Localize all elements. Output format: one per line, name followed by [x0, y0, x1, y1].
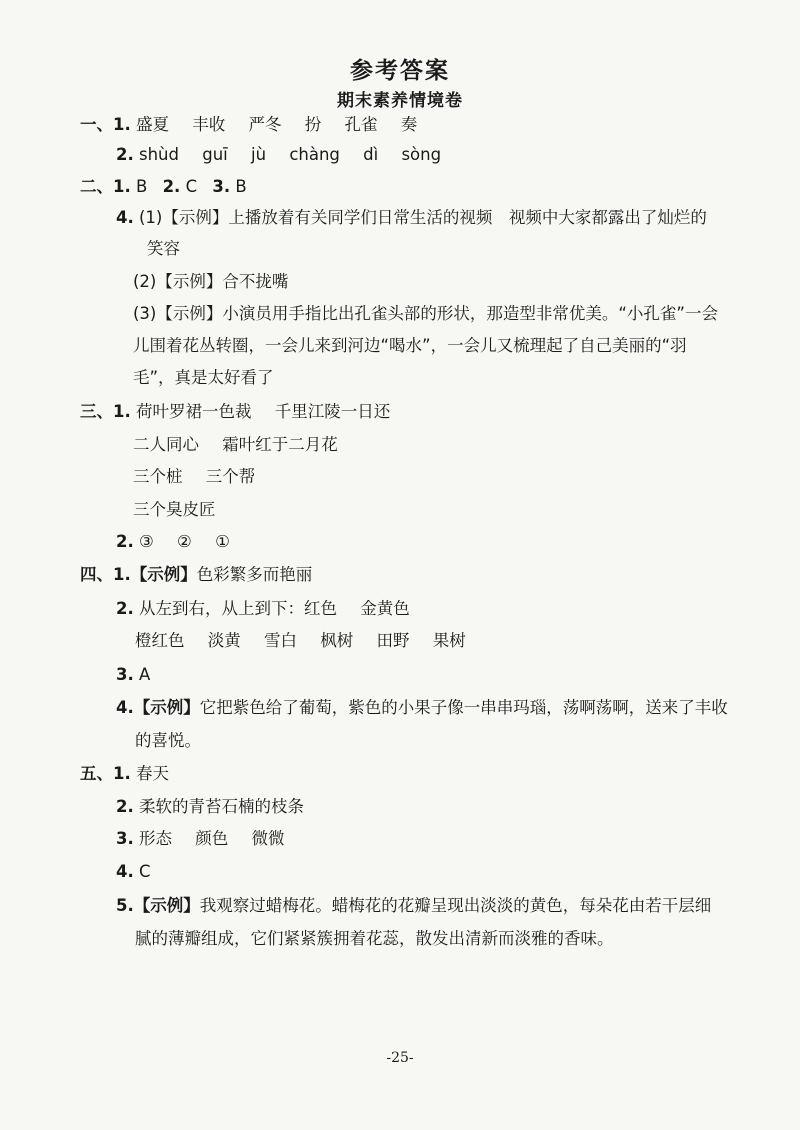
answer-word: 扮 [304, 115, 322, 134]
section-two-q4-p3-cont1: 儿围着花丛转圈，一会儿来到河边“喝水”，一会儿又梳理起了自己美丽的“羽 [133, 336, 687, 355]
answer: 春天 [136, 764, 169, 783]
section-three-q2 [116, 531, 230, 553]
answer-text: 荷叶罗裙一色裁 [136, 402, 252, 421]
answer-word: 淡黄 [207, 631, 241, 650]
page-title: 参考答案 [350, 58, 450, 84]
page-subtitle: 期末素养情境卷 [337, 91, 463, 111]
section-five-q3 [116, 828, 285, 850]
answer: C [139, 862, 151, 881]
pinyin: sòng [401, 145, 442, 164]
answer-text: 小演员用手指比出孔雀头部的形状，那造型非常优美。“小孔雀”一会 [222, 304, 718, 323]
section-two-q4-p1-cont: 笑容 [147, 239, 180, 258]
section-three-q1-line2 [133, 434, 338, 456]
section-four-q2-row2 [135, 630, 466, 652]
question-number: 3. [116, 829, 134, 848]
section-number: 一、 [80, 115, 113, 134]
answer: 柔软的青苔石楠的枝条 [139, 797, 304, 816]
pinyin: jù [251, 145, 267, 164]
answer-word: 橙红色 [135, 631, 185, 650]
answer: B [136, 177, 148, 196]
answer-word: 形态 [139, 829, 172, 848]
section-two-q4-p3 [133, 303, 718, 325]
answer-word: 枫树 [320, 631, 354, 650]
question-number: 2. [116, 599, 134, 618]
question-number: 4. [116, 698, 134, 717]
question-number: 1. [113, 402, 131, 421]
section-one-q1 [80, 114, 417, 136]
answer-word: 金黄色 [360, 599, 410, 618]
pinyin: chàng [289, 145, 340, 164]
answer-text: 上播放着有关同学们日常生活的视频 视频中大家都露出了灿烂的 [228, 208, 707, 227]
part-label: (1)【示例】 [139, 208, 229, 227]
part-label: (3)【示例】 [133, 304, 223, 323]
question-number: 3. [212, 177, 231, 196]
example-label: 【示例】 [133, 698, 200, 717]
section-five-q5-cont: 腻的薄瓣组成，它们紧紧簇拥着花蕊，散发出清新而淡雅的香味。 [135, 929, 614, 948]
pinyin: dì [363, 145, 379, 164]
question-number: 2. [116, 797, 134, 816]
example-label: 【示例】 [133, 896, 200, 915]
section-three-q1-line3 [133, 466, 255, 488]
answer: C [185, 177, 198, 196]
answer-word: 孔雀 [344, 115, 378, 134]
question-number: 1. [113, 565, 131, 584]
section-four-q1 [80, 564, 312, 586]
part-label: (2)【示例】 [133, 272, 223, 291]
circled-number: ② [177, 532, 192, 551]
answer-text: 三个帮 [205, 467, 256, 486]
section-number: 四、 [80, 565, 113, 584]
section-five-q4 [116, 861, 151, 883]
section-two-q4-p2 [133, 271, 288, 293]
section-five-q5 [116, 895, 711, 917]
answer-word: 盛夏 [136, 115, 169, 134]
answer: A [139, 665, 151, 684]
section-three-q1 [80, 401, 390, 423]
answer-text: 千里江陵一日还 [274, 402, 391, 421]
answer-word: 田野 [376, 631, 410, 650]
section-five-q2 [116, 796, 304, 818]
circled-number: ③ [139, 532, 154, 551]
answer-word: 严冬 [248, 115, 282, 134]
answer-text: 它把紫色给了葡萄，紫色的小果子像一串串玛瑙，荡啊荡啊，送来了丰收 [199, 698, 728, 717]
question-number: 5. [116, 896, 134, 915]
answer-text: 合不拢嘴 [222, 272, 289, 291]
question-number: 1. [113, 115, 131, 134]
answer: B [235, 177, 247, 196]
answer-word: 奏 [400, 115, 418, 134]
pinyin: shùd [139, 145, 179, 164]
answer-word: 颜色 [195, 829, 229, 848]
question-number: 1. [113, 764, 131, 783]
answer-word: 微微 [251, 829, 285, 848]
section-two-q1-3 [80, 176, 247, 198]
section-one-q2 [116, 144, 441, 166]
question-number: 2. [116, 145, 134, 164]
answer-text: 从左到右，从上到下： [139, 599, 304, 618]
question-number: 4. [116, 862, 134, 881]
circled-number: ① [215, 532, 230, 551]
answer-text: 三个桩 [133, 467, 183, 486]
answer-text: 霜叶红于二月花 [222, 435, 338, 454]
section-number: 二、 [80, 177, 113, 196]
answer-word: 丰收 [192, 115, 226, 134]
question-number: 2. [116, 532, 134, 551]
section-four-q2 [116, 598, 410, 620]
section-two-q4-p3-cont2: 毛”，真是太好看了 [133, 368, 274, 387]
section-number: 五、 [80, 764, 113, 783]
question-number: 1. [113, 177, 131, 196]
answer-text: 色彩繁多而艳丽 [196, 565, 313, 584]
answer-text: 我观察过蜡梅花。蜡梅花的花瓣呈现出淡淡的黄色，每朵花由若干层细 [199, 896, 712, 915]
section-number: 三、 [80, 402, 113, 421]
answer-word: 雪白 [264, 631, 297, 650]
example-label: 【示例】 [130, 565, 197, 584]
answer-text: 二人同心 [133, 435, 199, 454]
question-number: 3. [116, 665, 134, 684]
section-five-q1 [80, 763, 169, 785]
section-four-q4-cont: 的喜悦。 [135, 731, 201, 750]
question-number: 4. [116, 208, 134, 227]
section-three-q1-line4: 三个臭皮匠 [133, 500, 216, 519]
section-four-q4 [116, 697, 728, 719]
question-number: 2. [162, 177, 181, 196]
answer-word: 果树 [432, 631, 466, 650]
answer-word: 红色 [304, 599, 337, 618]
page-number: -25- [386, 1050, 414, 1066]
section-four-q3 [116, 664, 150, 686]
pinyin: guī [202, 145, 228, 164]
section-two-q4-p1 [116, 207, 707, 229]
